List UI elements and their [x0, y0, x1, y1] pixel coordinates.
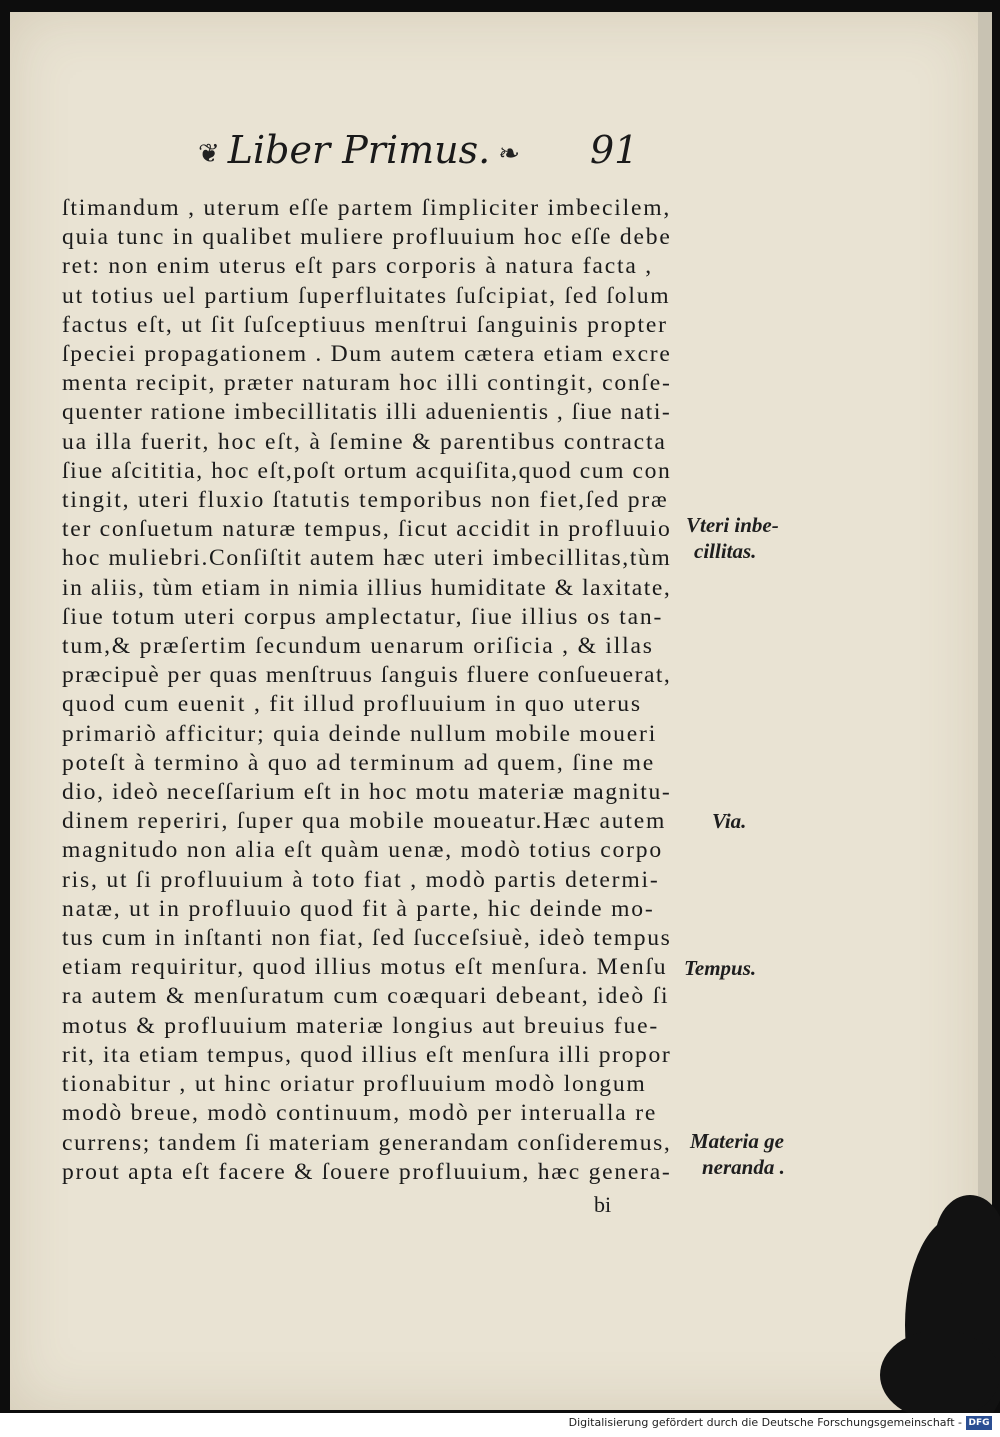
- running-title: Liber Primus.: [227, 128, 491, 172]
- text-line: ra autem & menſuratum cum coæquari debeant, ideò ſi: [62, 983, 670, 1010]
- footer: [0, 1413, 1000, 1437]
- margin-note-line: Via.: [712, 809, 747, 833]
- margin-note-materia: [690, 1128, 785, 1180]
- margin-note-line: neranda .: [702, 1155, 785, 1179]
- text-line: etiam requiritur, quod illius motus eſt menſura. Menſu: [62, 954, 668, 981]
- text-line: poteſt à termino à quo ad terminum ad quem, ſine me: [62, 749, 656, 776]
- text-line: modò breue, modò continuum, modò per interualla re: [62, 1100, 658, 1127]
- text-line: natæ, ut in profluuio quod fit à parte, hic deinde mo-: [62, 895, 655, 922]
- dfg-logo-icon: DFG: [966, 1416, 992, 1430]
- text-line: ter conſuetum naturæ tempus, ſicut accidit in profluuio: [62, 516, 672, 543]
- text-line: ſiue aſcititia, hoc eſt,poſt ortum acquiſita,quod cum con: [62, 457, 672, 484]
- text-line: ret: non enim uterus eſt pars corporis à natura facta ,: [62, 253, 654, 280]
- text-line: quod cum euenit , fit illud profluuium in quo uterus: [62, 691, 642, 718]
- margin-note-line: Vteri inbe-: [686, 513, 779, 537]
- running-head: [190, 128, 660, 184]
- text-line: tingit, uteri fluxio ſtatutis temporibus non fiet,ſed præ: [62, 487, 669, 514]
- text-line: ris, ut ſi profluuium à toto fiat , modò partis determi-: [62, 866, 660, 893]
- funding-credit: Digitalisierung gefördert durch die Deutsche Forschungsgemeinschaft -: [568, 1416, 962, 1429]
- text-line: in aliis, tùm etiam in nimia illius humiditate & laxitate,: [62, 574, 672, 601]
- text-line: magnitudo non alia eſt quàm uenæ, modò totius corpo: [62, 837, 663, 864]
- fleuron-right-icon: ❧: [498, 138, 521, 169]
- text-line: primariò afficitur; quia deinde nullum mobile moueri: [62, 720, 658, 747]
- text-line: tus cum in inſtanti non fiat, ſed ſucceſsiuè, ideò tempus: [62, 925, 672, 952]
- page-number: 91: [590, 128, 639, 172]
- text-line: quia tunc in qualibet muliere profluuium hoc eſſe debe: [62, 224, 672, 251]
- body-text: [62, 194, 672, 1187]
- text-line: ſtimandum , uterum eſſe partem ſimpliciter imbecilem,: [62, 195, 672, 221]
- margin-note-line: Materia ge: [690, 1129, 784, 1153]
- text-line: rit, ita etiam tempus, quod illius eſt menſura illi propor: [62, 1041, 672, 1068]
- text-line: ſpeciei propagationem . Dum autem cætera etiam excre: [62, 341, 672, 368]
- margin-note-uteri: [686, 512, 779, 564]
- damaged-corner-part: [935, 1195, 1000, 1285]
- text-line: menta recipit, præter naturam hoc illi contingit, conſe-: [62, 370, 672, 397]
- text-line: tum,& præſertim ſecundum uenarum oriſicia , & illas: [62, 633, 654, 660]
- text-line: ſiue totum uteri corpus amplectatur, ſiue illius os tan-: [62, 603, 664, 630]
- margin-note-line: cillitas.: [694, 539, 757, 563]
- text-line: factus eſt, ut ſit ſuſceptiuus menſtrui ſanguinis propter: [62, 311, 668, 338]
- text-line: currens; tandem ſi materiam generandam conſideremus,: [62, 1129, 672, 1156]
- text-line: dio, ideò neceſſarium eſt in hoc motu materiæ magnitu-: [62, 779, 672, 806]
- text-line: prout apta eſt facere & ſouere profluuium, hæc genera-: [62, 1158, 672, 1185]
- fleuron-left-icon: ❦: [198, 138, 220, 169]
- catchword: bi: [594, 1192, 612, 1217]
- text-line: quenter ratione imbecillitatis illi aduenientis , ſiue nati-: [62, 399, 672, 426]
- text-line: ua illa fuerit, hoc eſt, à ſemine & parentibus contracta: [62, 428, 667, 455]
- text-line: hoc muliebri.Conſiſtit autem hæc uteri imbecillitas,tùm: [62, 545, 672, 572]
- margin-note-line: Tempus.: [684, 956, 757, 980]
- damaged-corner-part: [880, 1330, 1000, 1420]
- text-line: motus & profluuium materiæ longius aut breuius fue-: [62, 1012, 660, 1039]
- text-line: præcipuè per quas menſtruus ſanguis fluere conſueuerat,: [62, 662, 672, 689]
- margin-note-via: [712, 808, 746, 834]
- text-line: tionabitur , ut hinc oriatur profluuium modò longum: [62, 1071, 647, 1098]
- text-line: dinem reperiri, ſuper qua mobile moueatur.Hæc autem: [62, 808, 667, 835]
- text-line: ut totius uel partium ſuperfluitates ſuſcipiat, ſed ſolum: [62, 282, 671, 309]
- margin-note-tempus: [684, 955, 756, 981]
